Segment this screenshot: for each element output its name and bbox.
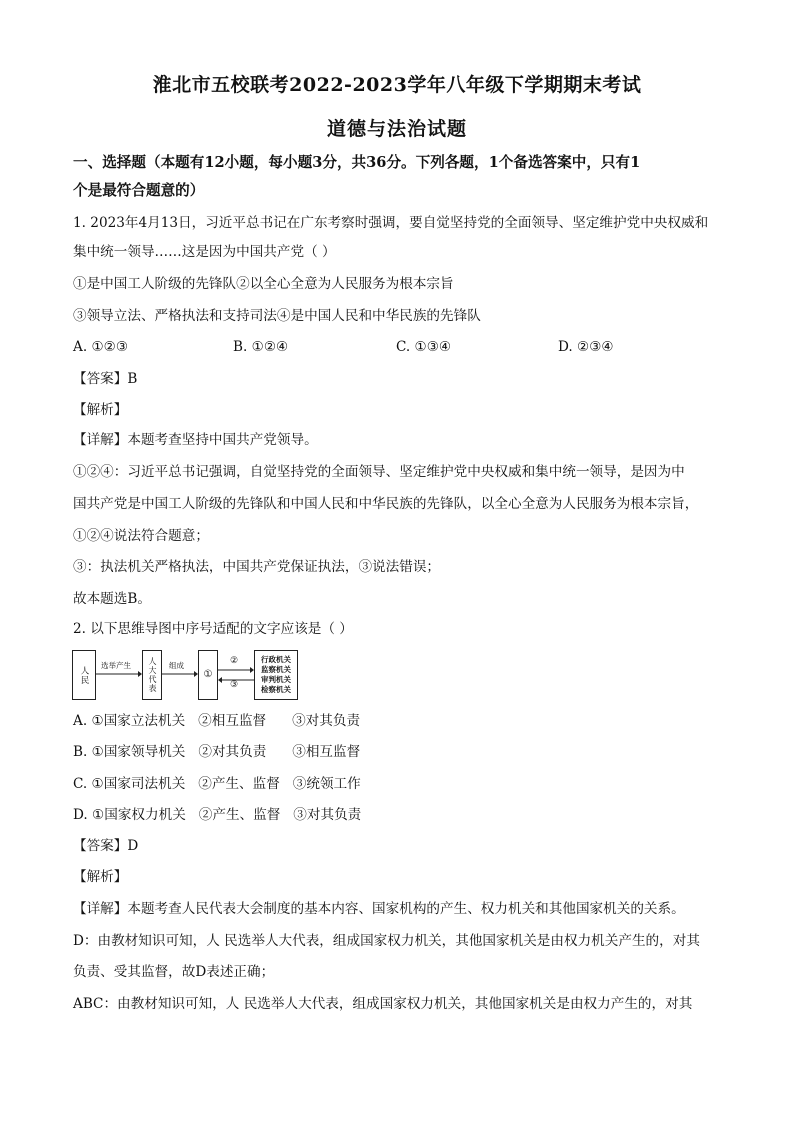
q1-explanation-cont: ①②④说法符合题意； [73,528,209,544]
section-heading: 一、选择题（本题有12小题，每小题3分，共36分。下列各题，1个备选答案中，只有1 [73,154,641,171]
q1-option-d: D. ②③④ [558,339,614,355]
q1-items-cont: ③领导立法、严格执法和支持司法④是中国人民和中华民族的先锋队 [73,308,481,324]
q2-explanation-cont: 负责、受其监督，故D表述正确； [73,964,275,980]
q2-explanation-cont: ABC：由教材知识可知，人 民选举人大代表，组成国家权力机关，其他国家机关是由权力产生的，对其 [73,996,693,1012]
q2-stem: 2. 以下思维导图中序号适配的文字应该是（ ） [73,621,353,637]
diagram-box-organs [254,650,298,700]
q1-explanation: ①②④：习近平总书记强调，自觉坚持党的全面领导、坚定维护党中央权威和集中统一领导，是因为中 [73,464,685,480]
arrow-left-icon [218,676,254,684]
q2-explanation: D：由教材知识可知，人 民选举人大代表，组成国家权力机关，其他国家机关是由权力机关产生的，对其 [73,933,700,949]
q2-option-d: D. ①国家权力机关 ②产生、监督 ③对其负责 [73,807,362,823]
q1-option-a: A. ①②③ [73,339,129,355]
section-heading-cont: 个是最符合题意的） [73,182,205,199]
q1-stem: 1. 2023年4月13日，习近平总书记在广东考察时强调，要自觉坚持党的全面领导、坚定维护党中央权威和 [73,215,709,231]
diagram-label-compose: 组成 [169,661,184,670]
q1-option-b: B. ①②④ [233,339,289,355]
q1-items: ①是中国工人阶级的先锋队②以全心全意为人民服务为根本宗旨 [73,276,454,292]
diagram-box-deputies: 人大代表 [142,650,162,700]
q2-option-a: A. ①国家立法机关 ②相互监督 ③对其负责 [73,713,361,729]
q1-detail: 【详解】本题考查坚持中国共产党领导。 [73,432,318,448]
mind-map-diagram [72,646,298,702]
q1-analysis: 【解析】 [73,402,128,418]
q2-analysis: 【解析】 [73,869,128,885]
diagram-label-2: ② [230,656,239,666]
q2-option-b: B. ①国家领导机关 ②对其负责 ③相互监督 [73,744,361,760]
diagram-label-elect: 选举产生 [101,661,131,670]
q1-conclusion: 故本题选B。 [73,591,151,607]
arrow-right-icon [218,666,254,674]
organ-administrative: 行政机关 [261,655,291,664]
q2-option-c: C. ①国家司法机关 ②产生、监督 ③统领工作 [73,776,361,792]
organ-judicial: 审判机关 [261,675,291,684]
page-title: 淮北市五校联考2022-2023学年八年级下学期期末考试 [152,74,642,96]
q1-explanation-cont: ③：执法机关严格执法，中国共产党保证执法，③说法错误； [73,559,441,575]
q1-explanation-cont: 国共产党是中国工人阶级的先锋队和中国人民和中华民族的先锋队，以全心全意为人民服务为根本宗旨， [73,496,699,512]
q2-detail: 【详解】本题考查人民代表大会制度的基本内容、国家机构的产生、权力机关和其他国家机关的关系。 [73,901,685,917]
arrow-right-icon [162,670,198,678]
diagram-box-1: ① [198,650,218,700]
q1-answer: 【答案】B [73,371,138,387]
arrow-right-icon [96,670,142,678]
q2-answer: 【答案】D [73,838,139,854]
diagram-box-people: 人民 [72,650,96,700]
organ-procuratorial: 检察机关 [261,685,291,694]
page-subtitle: 道德与法治试题 [326,118,467,140]
organ-supervisory: 监察机关 [261,665,291,674]
diagram-label-3: ③ [230,680,239,690]
q1-stem-cont: 集中统一领导……这是因为中国共产党（ ） [73,244,336,260]
q1-option-c: C. ①③④ [396,339,452,355]
